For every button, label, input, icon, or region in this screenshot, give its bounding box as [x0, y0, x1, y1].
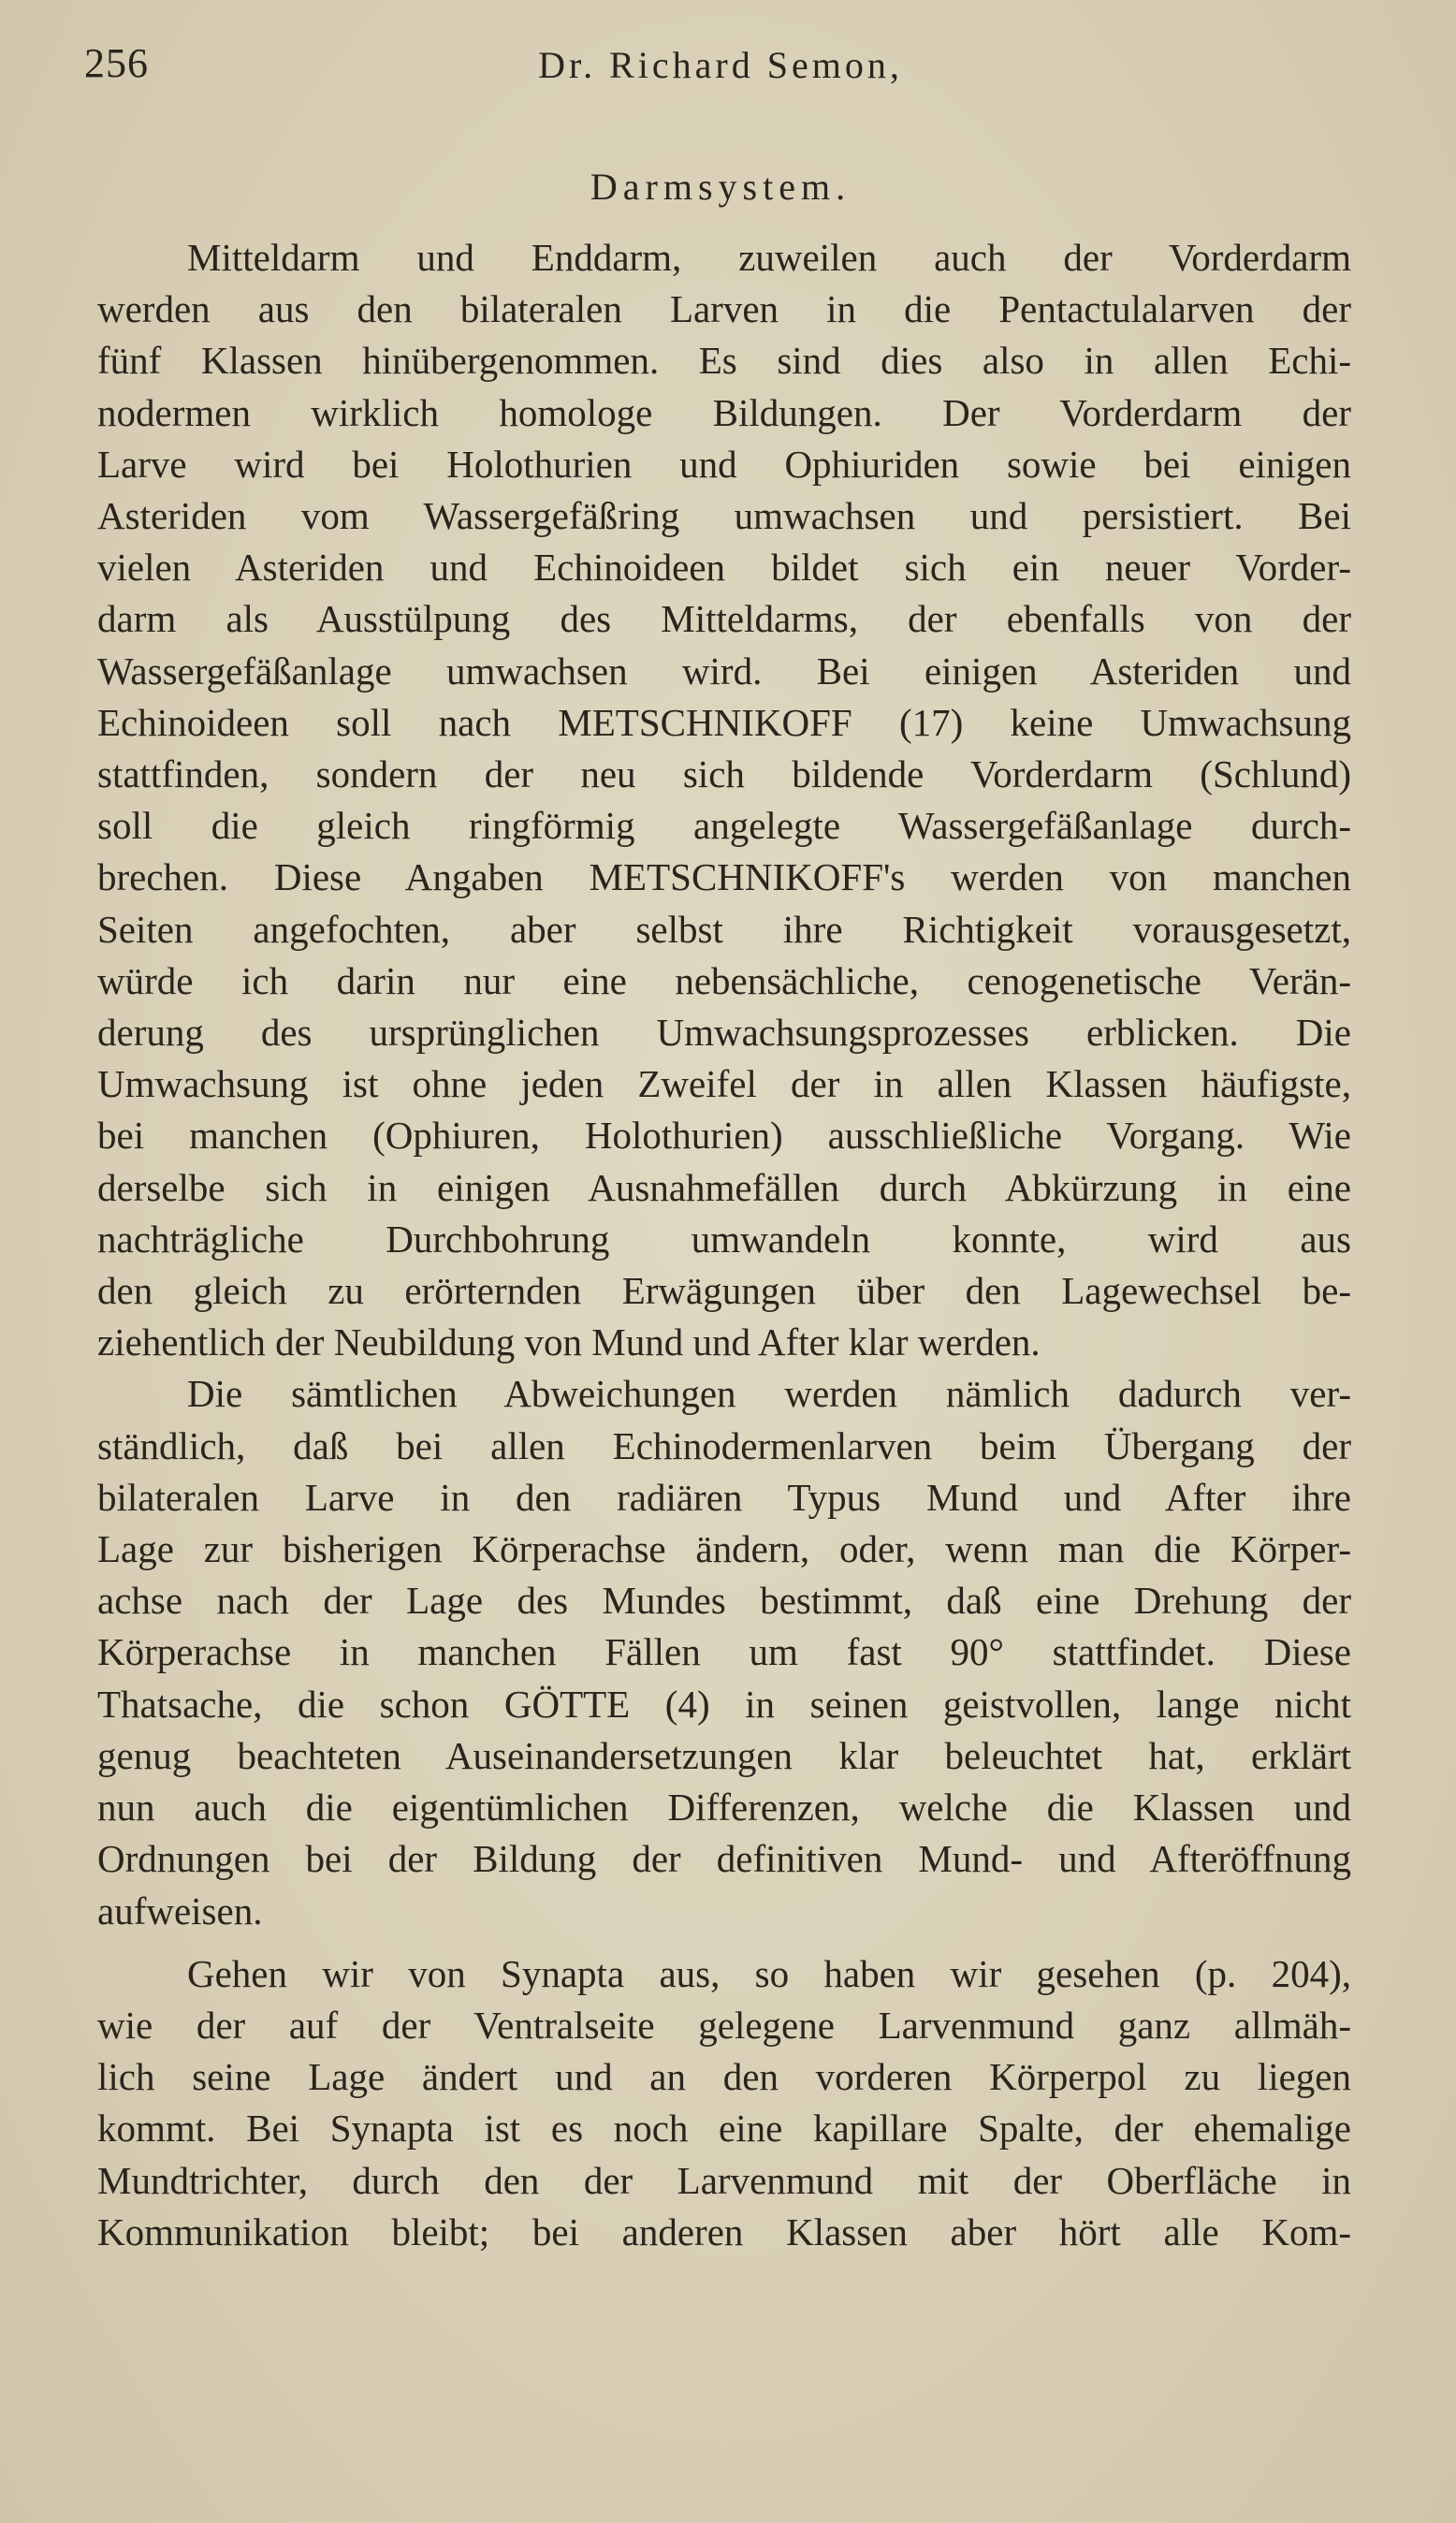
text-line: nachträgliche Durchbohrung umwandeln konnte, wird aus — [97, 1217, 1351, 1261]
paragraph-gap — [97, 1937, 1351, 1948]
text-line: stattfinden, sondern der neu sich bildende Vorderdarm (Schlund) — [97, 752, 1351, 796]
text-line: Gehen wir von Synapta aus, so haben wir gesehen (p. 204), — [187, 1951, 1351, 1995]
text-line: wie der auf der Ventralseite gelegene Larvenmund ganz allmäh- — [97, 2003, 1351, 2047]
text-line: Körperachse in manchen Fällen um fast 90° stattfindet. Diese — [97, 1630, 1351, 1674]
text-line: brechen. Diese Angaben METSCHNIKOFF's werden von manchen — [97, 855, 1351, 899]
text-line: würde ich darin nur eine nebensächliche, cenogenetische Verän- — [97, 958, 1351, 1002]
text-line: Mitteldarm und Enddarm, zuweilen auch der Vorderdarm — [187, 236, 1351, 279]
text-line: aufweisen. — [97, 1889, 263, 1932]
text-line: Kommunikation bleibt; bei anderen Klassen aber hört alle Kom- — [97, 2209, 1351, 2253]
text-line: Thatsache, die schon GÖTTE (4) in seinen geistvollen, lange nicht — [97, 1682, 1351, 1726]
text-line: ziehentlich der Neubildung von Mund und After klar werden. — [97, 1320, 1041, 1364]
text-line: achse nach der Lage des Mundes bestimmt, daß eine Drehung der — [97, 1579, 1351, 1623]
text-line: vielen Asteriden und Echinoideen bildet sich ein neuer Vorder- — [97, 546, 1351, 590]
text-line: soll die gleich ringförmig angelegte Wassergefäßanlage durch- — [97, 804, 1351, 848]
text-line: nun auch die eigentümlichen Differenzen, welche die Klassen und — [97, 1786, 1351, 1830]
text-line: darm als Ausstülpung des Mitteldarms, der ebenfalls von der — [97, 597, 1351, 641]
body-text — [97, 232, 1351, 2258]
text-line: ständlich, daß bei allen Echinodermenlarven beim Übergang der — [97, 1423, 1351, 1467]
text-line: bilateralen Larve in den radiären Typus Mund und After ihre — [97, 1475, 1351, 1519]
text-line: Die sämtlichen Abweichungen werden nämlich dadurch ver- — [187, 1372, 1351, 1416]
text-line: Mundtrichter, durch den der Larvenmund mit der Oberfläche in — [97, 2158, 1351, 2202]
text-line: derselbe sich in einigen Ausnahmefällen durch Abkürzung in eine — [97, 1165, 1351, 1209]
text-line: Lage zur bisherigen Körperachse ändern, oder, wenn man die Körper- — [97, 1527, 1351, 1571]
text-line: fünf Klassen hinübergenommen. Es sind dies also in allen Echi- — [97, 339, 1351, 383]
text-line: Seiten angefochten, aber selbst ihre Richtigkeit vorausgesetzt, — [97, 907, 1351, 951]
text-line: Ordnungen bei der Bildung der definitiven Mund- und Afteröffnung — [97, 1837, 1351, 1881]
text-line: werden aus den bilateralen Larven in die Pentactulalarven der — [97, 287, 1351, 331]
page-number: 256 — [84, 40, 149, 86]
text-line: bei manchen (Ophiuren, Holothurien) ausschließliche Vorgang. Wie — [97, 1114, 1351, 1158]
running-head-author: Dr. Richard Semon, — [538, 44, 903, 86]
text-line: Asteriden vom Wassergefäßring umwachsen und persistiert. Bei — [97, 494, 1351, 538]
text-line: lich seine Lage ändert und an den vorderen Körperpol zu liegen — [97, 2055, 1351, 2099]
text-line: den gleich zu erörternden Erwägungen über den Lagewechsel be- — [97, 1269, 1351, 1313]
section-heading: Darmsystem. — [590, 166, 852, 208]
running-head — [84, 39, 1357, 95]
text-line: Umwachsung ist ohne jeden Zweifel der in allen Klassen häufigste, — [97, 1062, 1351, 1106]
text-line: Echinoideen soll nach METSCHNIKOFF (17) keine Umwachsung — [97, 700, 1351, 744]
text-line: Larve wird bei Holothurien und Ophiuriden sowie bei einigen — [97, 442, 1351, 486]
text-line: kommt. Bei Synapta ist es noch eine kapillare Spalte, der ehemalige — [97, 2107, 1351, 2151]
text-line: genug beachteten Auseinandersetzungen klar beleuchtet hat, erklärt — [97, 1733, 1351, 1777]
text-line: derung des ursprünglichen Umwachsungsprozesses erblicken. Die — [97, 1011, 1351, 1055]
text-line: Wassergefäßanlage umwachsen wird. Bei einigen Asteriden und — [97, 649, 1351, 693]
text-line: nodermen wirklich homologe Bildungen. Der Vorderdarm der — [97, 390, 1351, 434]
